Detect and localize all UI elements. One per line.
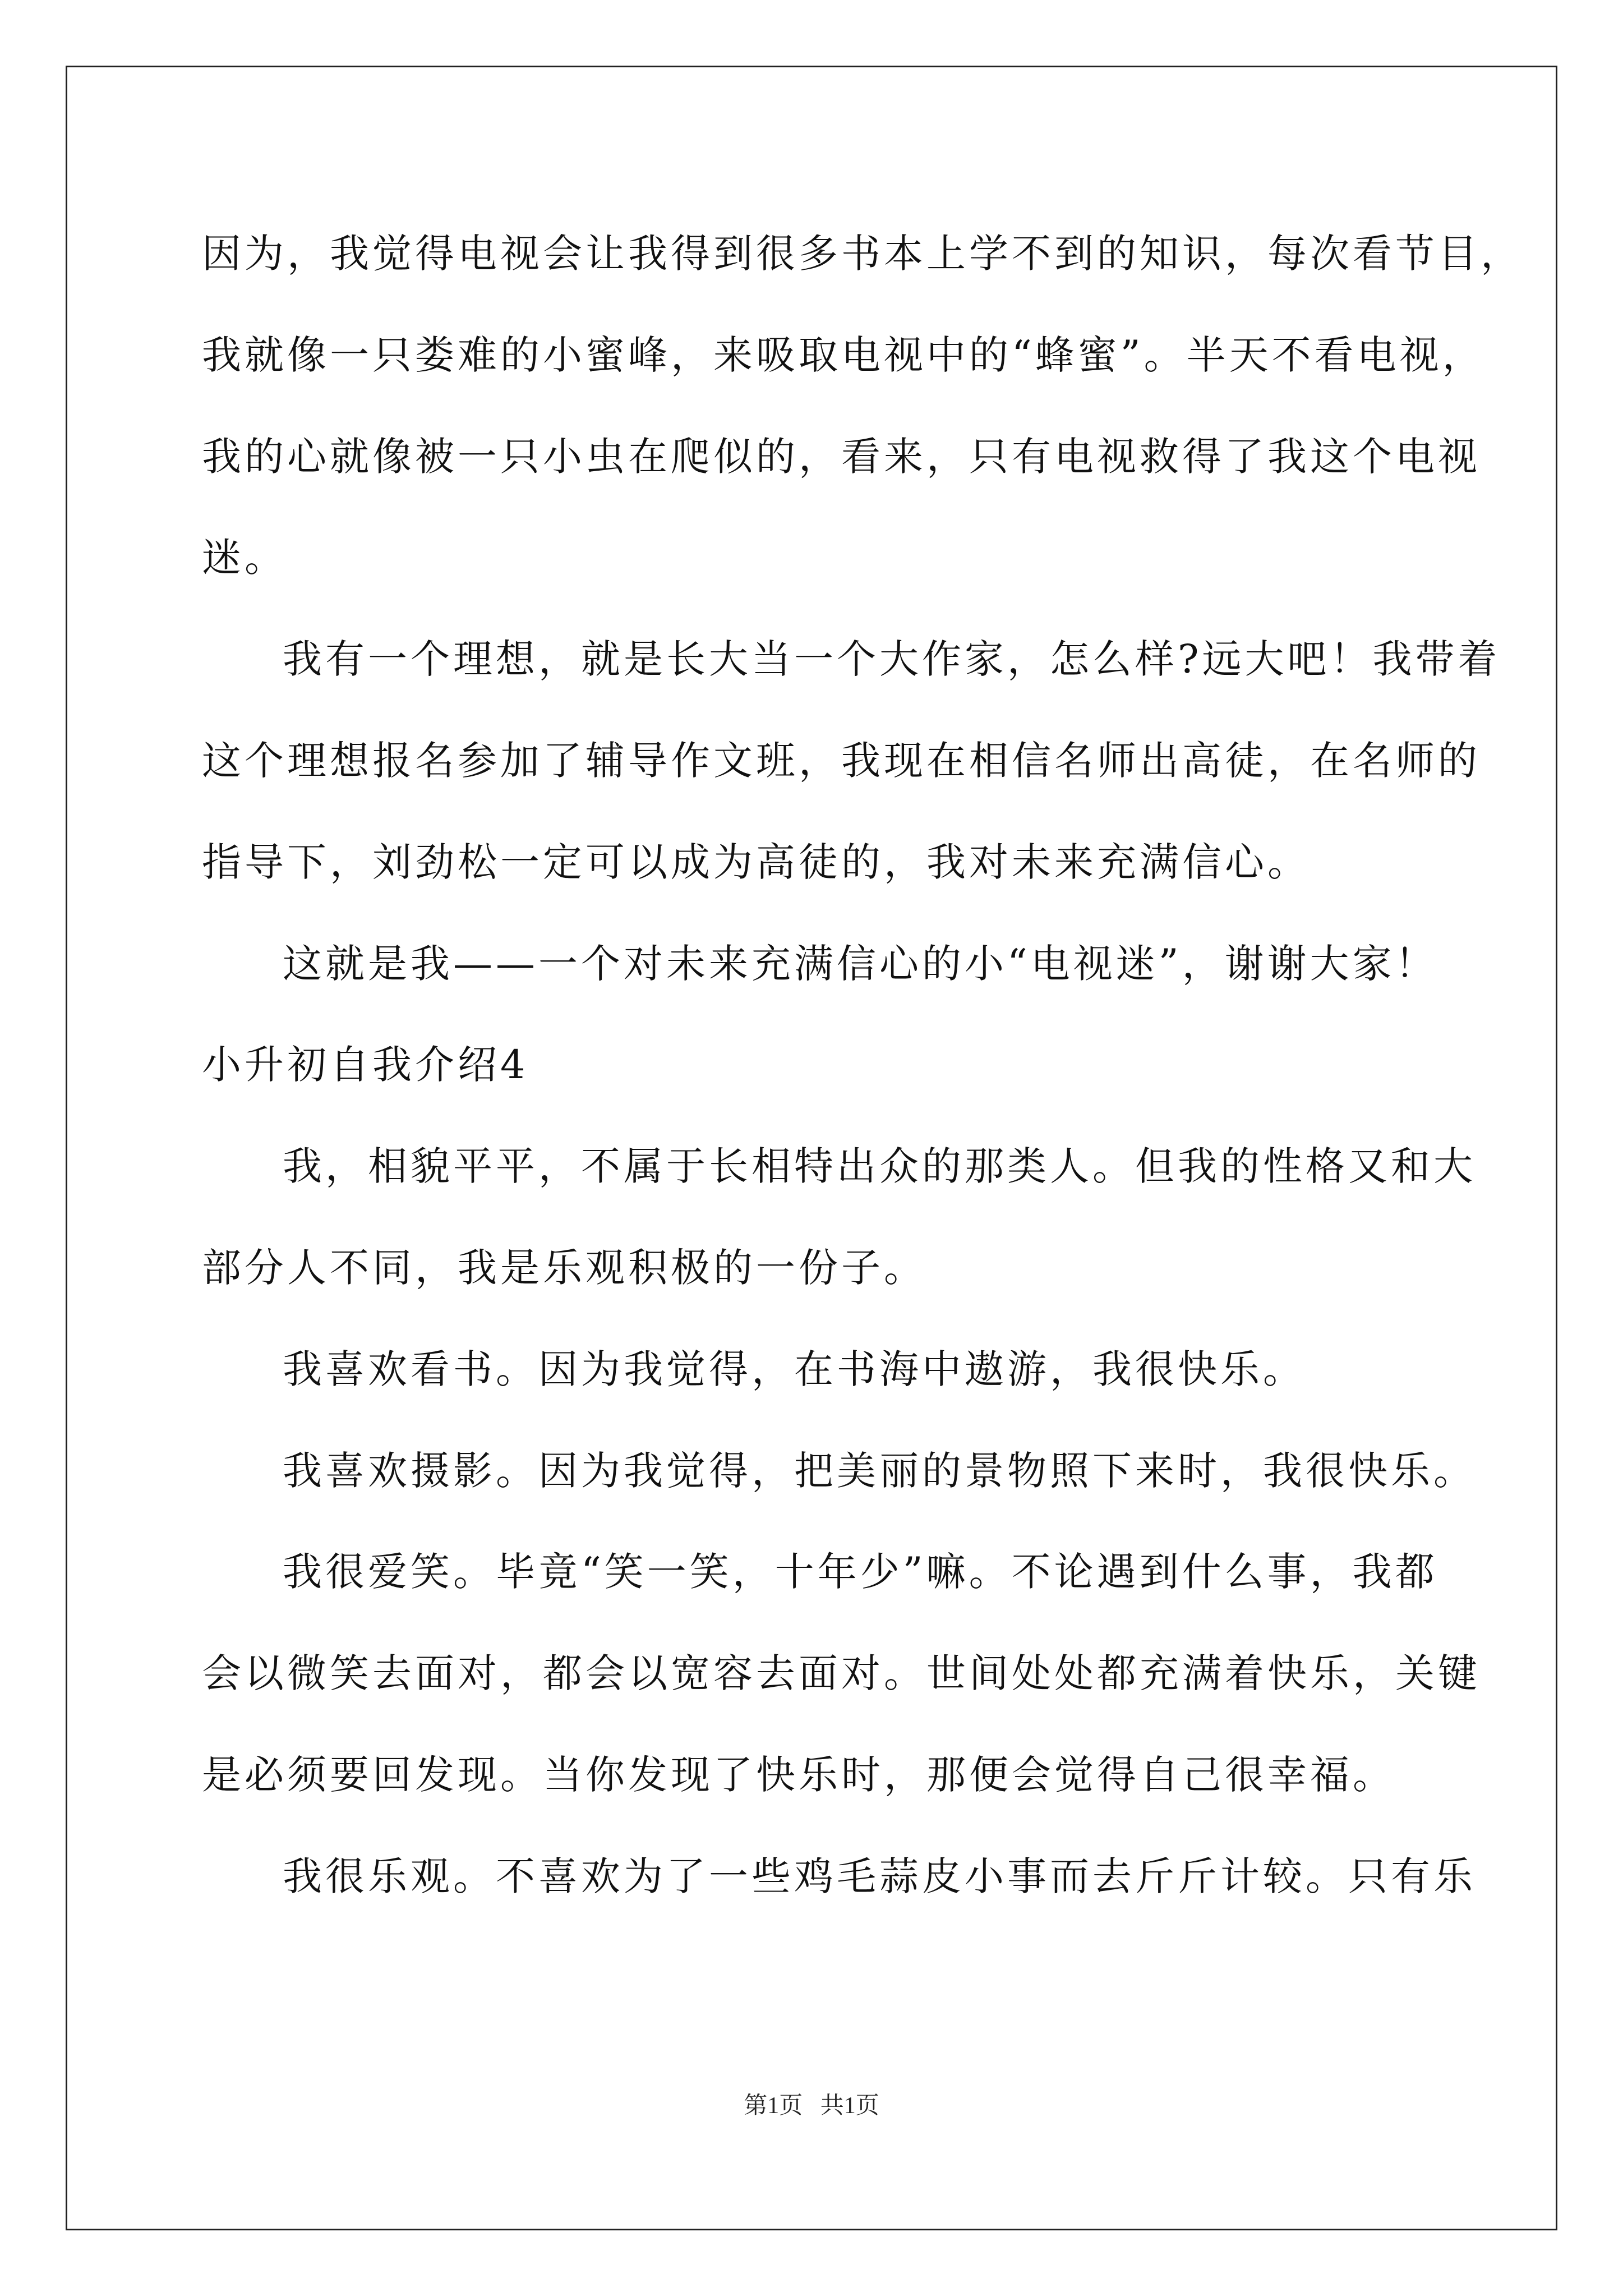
- text-line: 会以微笑去面对，都会以宽容去面对。世间处处都充满着快乐，关键: [202, 1650, 1481, 1696]
- paragraph-first-line: 我很爱笑。毕竟“笑一笑，十年少”嘛。不论遇到什么事，我都: [283, 1549, 1438, 1595]
- text-line: 部分人不同，我是乐观积极的一份子。: [202, 1245, 926, 1291]
- paragraph-first-line: 我喜欢摄影。因为我觉得，把美丽的景物照下来时，我很快乐。: [283, 1448, 1476, 1494]
- text-line: 迷。: [202, 535, 287, 581]
- paragraph-first-line: 我很乐观。不喜欢为了一些鸡毛蒜皮小事而去斤斤计较。只有乐: [283, 1853, 1476, 1899]
- paragraph-first-line: 我，相貌平平，不属于长相特出众的那类人。但我的性格又和大: [283, 1143, 1476, 1189]
- section-heading: 小升初自我介绍4: [202, 1042, 529, 1088]
- text-line: 因为，我觉得电视会让我得到很多书本上学不到的知识，每次看节目，: [202, 231, 1523, 277]
- paragraph-first-line: 我有一个理想，就是长大当一个大作家，怎么样?远大吧！我带着: [283, 636, 1501, 682]
- page-number-footer: 第1页 共1页: [744, 2093, 879, 2119]
- text-line: 我的心就像被一只小虫在爬似的，看来，只有电视救得了我这个电视: [202, 434, 1481, 480]
- text-line: 我就像一只娄难的小蜜峰，来吸取电视中的“蜂蜜”。半天不看电视，: [202, 332, 1485, 378]
- text-line: 是必须要回发现。当你发现了快乐时，那便会觉得自己很幸福。: [202, 1752, 1395, 1798]
- text-line: 指导下，刘劲松一定可以成为高徒的，我对未来充满信心。: [202, 839, 1310, 885]
- paragraph-first-line: 我喜欢看书。因为我觉得，在书海中遨游，我很快乐。: [283, 1346, 1306, 1392]
- paragraph-first-line: 这就是我——一个对未来充满信心的小“电视迷”，谢谢大家！: [283, 941, 1438, 987]
- text-line: 这个理想报名参加了辅导作文班，我现在相信名师出高徒，在名师的: [202, 738, 1481, 784]
